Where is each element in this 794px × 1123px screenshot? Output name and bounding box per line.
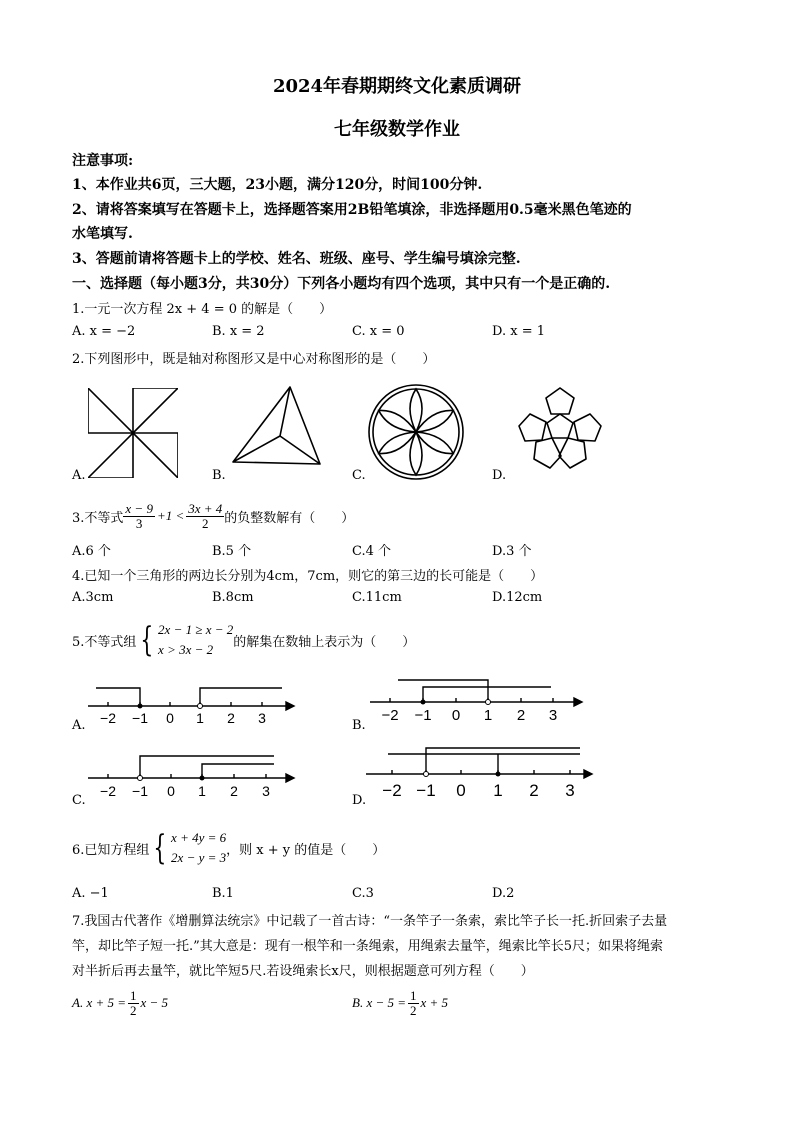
q3-option-d: D.3 个 [492, 544, 532, 559]
tick-label: 2 [516, 707, 526, 722]
number-line-a [86, 680, 296, 725]
q7-line-2: 竿，却比竿子短一托.”其大意是：现有一根竿和一条绳索，用绳索去量竿，绳索比竿长5尺；如果将绳索 [72, 939, 664, 954]
q3-stem [72, 496, 354, 536]
page-title: 2024年春期期终文化素质调研 [272, 76, 522, 97]
tick-label: −2 [100, 710, 116, 725]
q2-stem: 2.下列图形中，既是轴对称图形又是中心对称图形的是（ ） [72, 352, 436, 367]
q3-option-b: B.5 个 [212, 544, 252, 559]
number-line-d [362, 744, 598, 802]
brace-icon: { [140, 620, 154, 660]
q1-option-c: C. x = 0 [352, 324, 405, 339]
tick-label: −2 [381, 707, 399, 722]
q6-option-c: C.3 [352, 886, 374, 901]
triangle-figure [225, 384, 325, 470]
tick-label: 1 [198, 783, 206, 799]
tick-label: 3 [258, 710, 266, 725]
q7-option-b: B. x − 5 = $\frac{1}{2}$ x + 5 [352, 987, 449, 1018]
tick-label: 3 [565, 781, 575, 800]
tick-label: −1 [132, 783, 148, 799]
q4-option-b: B.8cm [212, 590, 254, 605]
tick-label: 1 [196, 710, 204, 725]
q1-stem: 1.一元一次方程 2x + 4 = 0 的解是（ ） [72, 302, 333, 317]
q6-option-d: D.2 [492, 886, 515, 901]
note-2b: 水笔填写. [72, 226, 133, 242]
q3-fraction-1: $\frac{x - 9}{3}$ [125, 500, 153, 531]
flower-circle-figure [366, 382, 466, 482]
tick-label: 0 [451, 707, 461, 722]
q5-system: 2x − 1 ≥ x − 2 x > 3x − 2 [158, 622, 234, 657]
tick-label: 2 [227, 710, 235, 725]
tick-label: 3 [262, 783, 270, 799]
q7-line-3: 对半折后再去量竿，就比竿短5尺.若设绳索长x尺，则根据题意可列方程（ ） [72, 964, 534, 979]
tick-label: −2 [382, 781, 402, 800]
tick-label: −1 [132, 710, 148, 725]
tick-label: 0 [167, 783, 175, 799]
q7-option-a: A. x + 5 = $\frac{1}{2}$ x − 5 [72, 987, 169, 1018]
number-line-b [366, 674, 586, 722]
q6-option-b: B.1 [212, 886, 234, 901]
q2-option-a: A. [72, 468, 86, 483]
q6-option-a: A. −1 [72, 886, 109, 901]
tick-label: 1 [483, 707, 493, 722]
q1-option-b: B. x = 2 [212, 324, 265, 339]
q3-suffix: 的负整数解有（ ） [224, 510, 355, 526]
q3-mid: +1 < [156, 508, 185, 523]
tick-label: 0 [166, 710, 174, 725]
q1-option-d: D. x = 1 [492, 324, 545, 339]
q6-stem [72, 826, 385, 870]
number-line-c [86, 752, 296, 800]
q5-option-c: C. [72, 793, 86, 808]
section1-heading: 一、选择题（每小题3分，共30分）下列各小题均有四个选项，其中只有一个是正确的. [72, 276, 611, 292]
q6-suffix: ，则 x + y 的值是（ ） [226, 842, 386, 858]
q2-option-c: C. [352, 468, 366, 483]
brace-icon: { [153, 828, 167, 868]
tick-label: 3 [548, 707, 558, 722]
q5-option-a: A. [72, 718, 86, 733]
tick-label: 2 [230, 783, 238, 799]
tick-label: −1 [414, 707, 432, 722]
q5-suffix: 的解集在数轴上表示为（ ） [233, 634, 416, 650]
q5-option-d: D. [352, 793, 367, 808]
pentagon-figure [505, 384, 615, 480]
q1-option-a: A. x = −2 [72, 324, 136, 339]
q5-option-b: B. [352, 718, 366, 733]
tick-label: −1 [416, 781, 436, 800]
page-subtitle: 七年级数学作业 [334, 119, 460, 140]
q5-prefix: 5.不等式组 [72, 634, 137, 650]
q4-option-a: A.3cm [72, 590, 114, 605]
q2-option-b: B. [212, 468, 226, 483]
q3-fraction-2: $\frac{3x + 4}{2}$ [188, 500, 223, 531]
q2-option-d: D. [492, 468, 507, 483]
q7-line-1: 7.我国古代著作《增删算法统宗》中记载了一首古诗：“一条竿子一条索，索比竿子长一托.折回索子去量 [72, 914, 668, 929]
pinwheel-figure [88, 388, 178, 478]
note-3: 3、答题前请将答题卡上的学校、姓名、班级、座号、学生编号填涂完整. [72, 251, 521, 267]
notes-heading: 注意事项: [72, 153, 134, 169]
q4-option-c: C.11cm [352, 590, 402, 605]
q3-option-a: A.6 个 [72, 544, 111, 559]
q6-system: x + 4y = 6 2x − y = 3 [171, 830, 227, 865]
q5-stem [72, 618, 415, 662]
note-2a: 2、请将答案填写在答题卡上，选择题答案用2B铅笔填涂，非选择题用0.5毫米黑色笔迹的 [72, 202, 632, 218]
q6-prefix: 6.已知方程组 [72, 842, 150, 858]
q3-prefix: 3.不等式 [72, 510, 124, 526]
tick-label: 0 [456, 781, 466, 800]
q3-option-c: C.4 个 [352, 544, 392, 559]
tick-label: 2 [529, 781, 539, 800]
tick-label: −2 [100, 783, 116, 799]
tick-label: 1 [493, 781, 503, 800]
note-1: 1、本作业共6页，三大题，23小题，满分120分，时间100分钟. [72, 177, 483, 193]
q4-option-d: D.12cm [492, 590, 543, 605]
q4-stem: 4.已知一个三角形的两边长分别为4cm，7cm，则它的第三边的长可能是（ ） [72, 569, 544, 584]
